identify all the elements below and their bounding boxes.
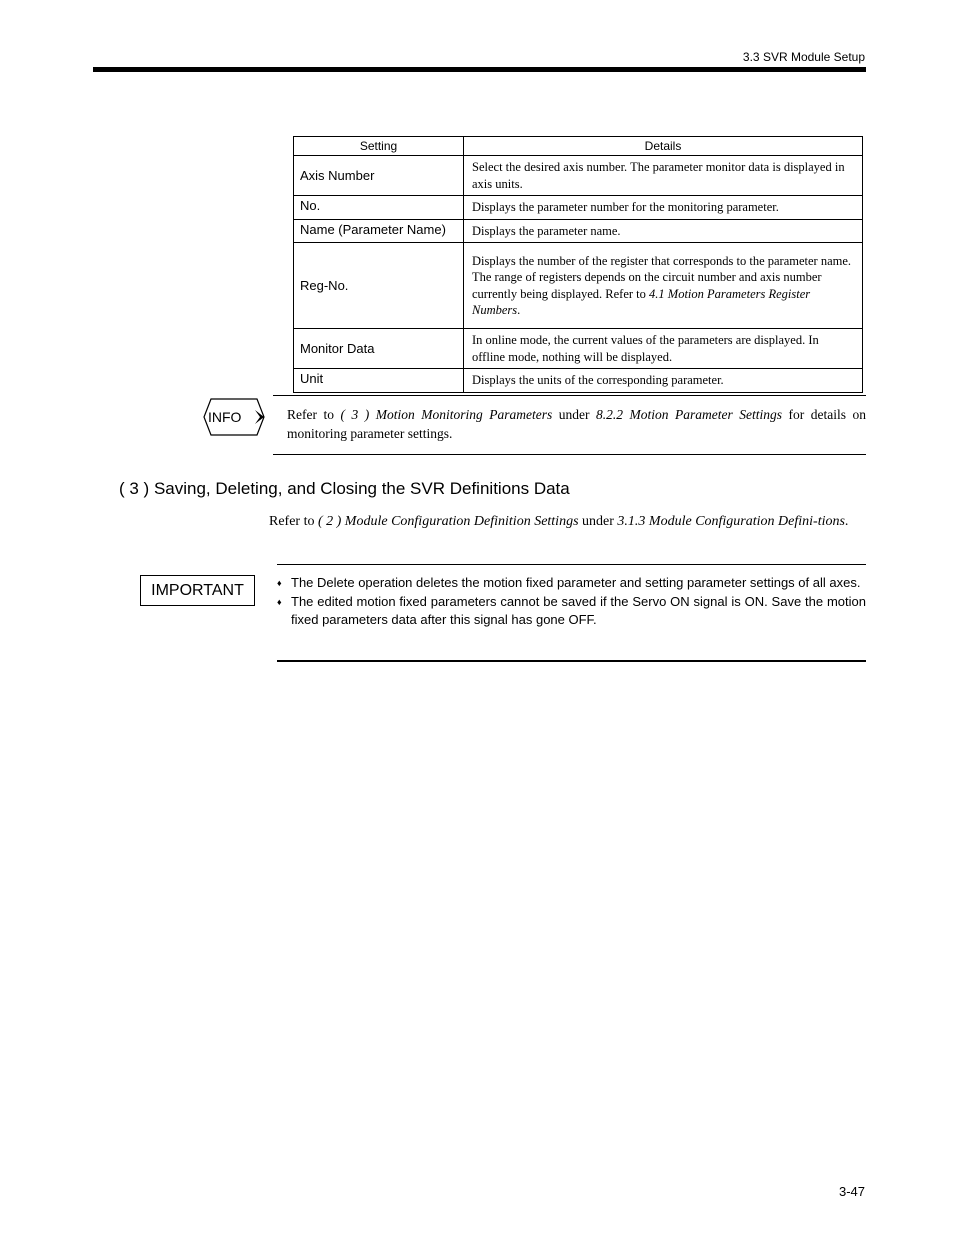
table-header-row [294, 137, 863, 156]
details-cell: Displays the parameter number for the monitoring parameter. [464, 196, 863, 220]
list-item-text: The edited motion fixed parameters cannot be saved if the Servo ON signal is ON. Save the motion fixed parameters data after this signal has gone OFF. [291, 594, 866, 627]
cross-reference: 3.1.3 Module Configuration Defini-tions [617, 514, 845, 529]
important-bottom-rule [277, 660, 866, 662]
paragraph-text: . [844, 514, 849, 529]
important-label: IMPORTANT [140, 575, 255, 606]
setting-cell: Axis Number [294, 156, 464, 196]
list-item-text: The Delete operation deletes the motion fixed parameter and setting parameter settings of all axes. [291, 575, 861, 590]
parameter-table [293, 136, 863, 393]
info-icon-label: INFO [208, 409, 242, 425]
important-top-rule [277, 564, 866, 565]
diamond-bullet-icon: ♦ [277, 597, 282, 607]
details-cell: Displays the parameter name. [464, 219, 863, 243]
details-cell: Displays the units of the corresponding parameter. [464, 369, 863, 393]
details-cell: In online mode, the current values of the parameters are displayed. In offline mode, nothing will be displayed. [464, 329, 863, 369]
column-header-details: Details [464, 137, 863, 156]
table-row [294, 243, 863, 329]
paragraph-text: Refer to [269, 514, 318, 529]
details-cell [464, 243, 863, 329]
info-text: Refer to [287, 407, 341, 422]
page-number: 3-47 [838, 1184, 865, 1199]
section-paragraph [269, 512, 852, 532]
setting-cell: No. [294, 196, 464, 220]
setting-cell: Unit [294, 369, 464, 393]
table-row [294, 369, 863, 393]
cross-reference: 8.2.2 Motion Parameter Settings [596, 407, 783, 422]
table-row [294, 329, 863, 369]
setting-cell: Name (Parameter Name) [294, 219, 464, 243]
header-rule [93, 67, 866, 72]
diamond-bullet-icon: ♦ [277, 578, 282, 588]
cross-reference: ( 3 ) Motion Monitoring Parameters [340, 407, 553, 422]
list-item [277, 574, 866, 592]
info-top-rule [273, 395, 866, 396]
cross-reference: 4.1 Motion Parameters Register Numbers [472, 286, 811, 317]
info-note [287, 405, 866, 443]
table-row [294, 219, 863, 243]
info-bottom-rule [273, 454, 866, 455]
info-text: under [552, 407, 597, 422]
info-text: for details on monitoring parameter settings. [287, 407, 867, 441]
setting-cell: Monitor Data [294, 329, 464, 369]
column-header-setting: Setting [294, 137, 464, 156]
details-text: The range of registers depends on the circuit number and axis number currently being displayed. Refer to [472, 270, 822, 301]
setting-cell: Reg-No. [294, 243, 464, 329]
cross-reference: ( 2 ) Module Configuration Definition Settings [317, 514, 579, 529]
important-list [277, 574, 866, 630]
info-icon [202, 397, 268, 437]
details-text: Displays the number of the register that corresponds to the parameter name. [472, 253, 852, 268]
details-text: . [517, 303, 521, 317]
details-cell: Select the desired axis number. The parameter monitor data is displayed in axis units. [464, 156, 863, 196]
table-row [294, 156, 863, 196]
section-heading: ( 3 ) Saving, Deleting, and Closing the SVR Definitions Data [119, 479, 570, 498]
running-header: 3.3 SVR Module Setup [742, 50, 865, 64]
paragraph-text: under [578, 514, 618, 529]
list-item [277, 593, 866, 629]
table-row [294, 196, 863, 220]
